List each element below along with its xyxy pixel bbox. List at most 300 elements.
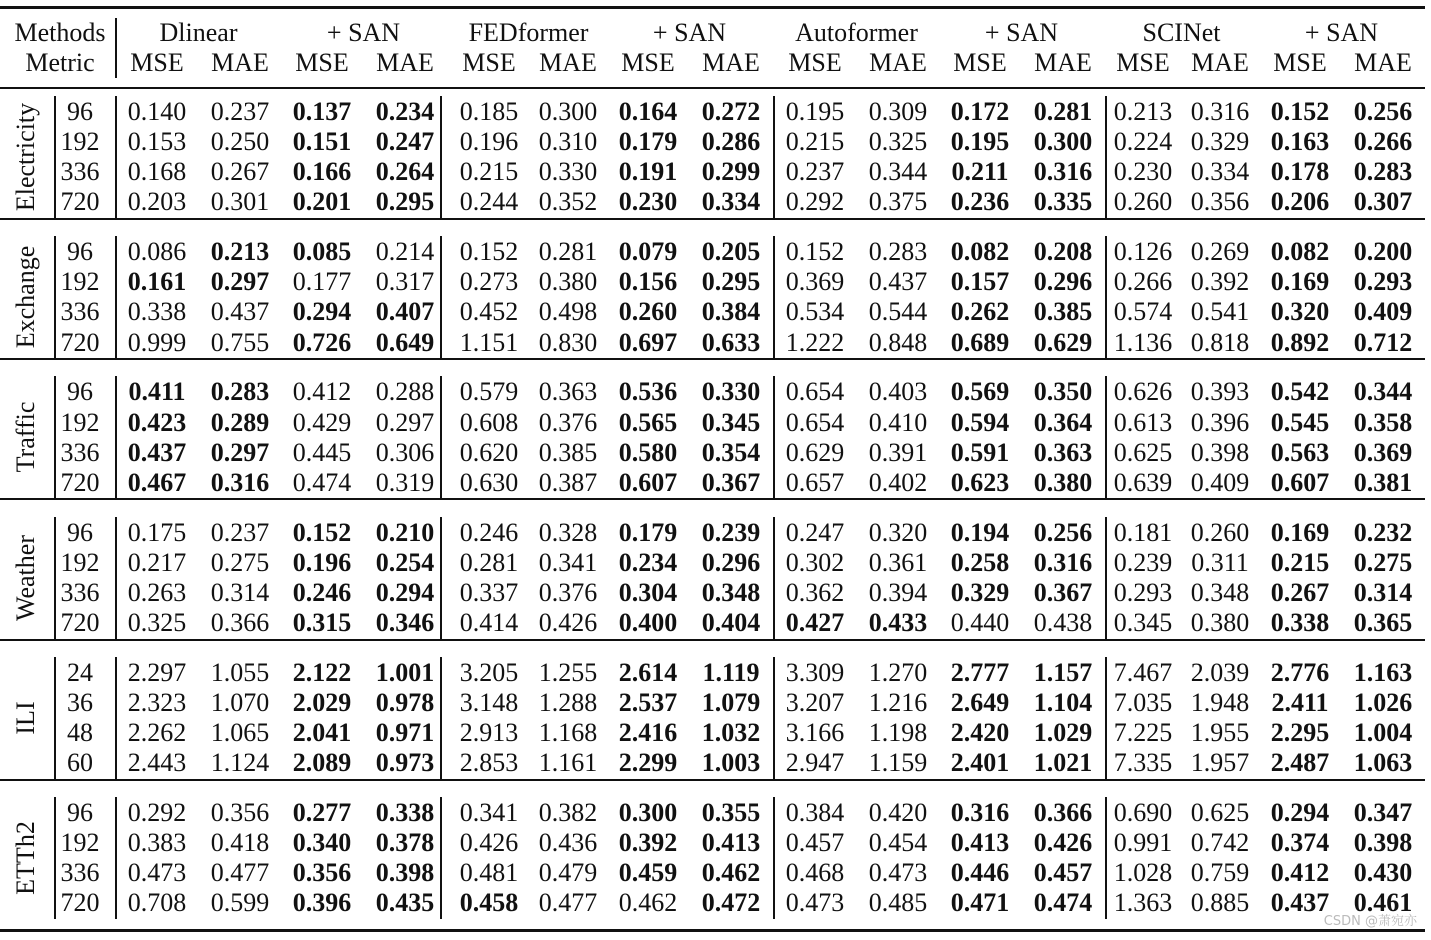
- value-cell: 0.314: [1353, 577, 1413, 607]
- value-cell: 0.629: [1033, 327, 1093, 357]
- value-cell: 0.361: [868, 547, 928, 577]
- value-cell: 0.296: [1033, 267, 1093, 297]
- value-cell: 0.474: [292, 467, 352, 497]
- value-cell: 1.255: [538, 657, 598, 687]
- value-cell: 2.420: [950, 718, 1010, 747]
- value-cell: 0.302: [785, 547, 845, 577]
- value-cell: 7.335: [1113, 748, 1173, 778]
- value-cell: 0.385: [538, 437, 598, 467]
- value-cell: 0.256: [1353, 97, 1413, 126]
- horizon-divider: [115, 96, 117, 218]
- value-cell: 0.426: [1033, 828, 1093, 858]
- value-cell: 0.367: [701, 467, 761, 497]
- value-cell: 0.295: [375, 187, 435, 217]
- horizon-cell: 720: [60, 327, 100, 357]
- value-cell: 0.297: [375, 407, 435, 437]
- value-cell: 0.341: [538, 547, 598, 577]
- value-cell: 0.384: [701, 297, 761, 327]
- value-cell: 0.175: [127, 517, 187, 547]
- value-cell: 2.122: [292, 657, 352, 687]
- value-cell: 0.317: [375, 267, 435, 297]
- value-cell: 0.292: [127, 798, 187, 827]
- value-cell: 0.215: [785, 127, 845, 157]
- value-cell: 0.973: [375, 748, 435, 778]
- value-cell: 0.275: [1353, 547, 1413, 577]
- value-cell: 0.689: [950, 327, 1010, 357]
- value-cell: 0.277: [292, 798, 352, 827]
- value-cell: 0.281: [1033, 97, 1093, 126]
- horizon-cell: 192: [60, 828, 100, 858]
- value-cell: 0.244: [459, 187, 519, 217]
- value-cell: 0.697: [618, 327, 678, 357]
- value-cell: 0.830: [538, 327, 598, 357]
- model-divider: [440, 797, 442, 919]
- value-cell: 0.232: [1353, 517, 1413, 547]
- value-cell: 0.623: [950, 467, 1010, 497]
- value-cell: 0.412: [1270, 858, 1330, 888]
- value-cell: 0.262: [950, 297, 1010, 327]
- value-cell: 0.334: [701, 187, 761, 217]
- method-name: SCINet: [1142, 18, 1221, 47]
- value-cell: 0.320: [1270, 297, 1330, 327]
- horizon-cell: 192: [60, 547, 100, 577]
- value-cell: 0.340: [292, 828, 352, 858]
- value-cell: 1.028: [1113, 858, 1173, 888]
- horizon-cell: 336: [60, 437, 100, 467]
- value-cell: 0.346: [375, 607, 435, 637]
- metric-header: Metric: [25, 48, 95, 77]
- value-cell: 0.166: [292, 157, 352, 187]
- dataset-label: Traffic: [11, 402, 40, 473]
- horizon-divider: [115, 657, 117, 779]
- group-rule: [0, 498, 1425, 500]
- dataset-label: Weather: [11, 534, 40, 621]
- value-cell: 0.237: [785, 157, 845, 187]
- value-cell: 0.153: [127, 127, 187, 157]
- model-divider: [773, 797, 775, 919]
- value-cell: 1.288: [538, 687, 598, 717]
- value-cell: 0.156: [618, 267, 678, 297]
- value-cell: 1.001: [375, 657, 435, 687]
- value-cell: 0.433: [868, 607, 928, 637]
- group-rule: [0, 639, 1425, 641]
- model-divider: [773, 517, 775, 639]
- value-cell: 0.234: [375, 97, 435, 126]
- value-cell: 0.362: [785, 577, 845, 607]
- dataset-divider: [54, 236, 56, 358]
- value-cell: 0.544: [868, 297, 928, 327]
- value-cell: 0.481: [459, 858, 519, 888]
- value-cell: 1.070: [210, 687, 270, 717]
- metric-label: MAE: [1191, 48, 1249, 77]
- value-cell: 0.498: [538, 297, 598, 327]
- horizon-divider: [115, 797, 117, 919]
- value-cell: 0.375: [868, 187, 928, 217]
- value-cell: 2.039: [1190, 657, 1250, 687]
- metric-label: MSE: [295, 48, 349, 77]
- value-cell: 0.347: [1353, 798, 1413, 827]
- value-cell: 0.079: [618, 237, 678, 267]
- value-cell: 7.035: [1113, 687, 1173, 717]
- value-cell: 1.216: [868, 687, 928, 717]
- value-cell: 0.293: [1353, 267, 1413, 297]
- value-cell: 0.286: [701, 127, 761, 157]
- value-cell: 0.599: [210, 888, 270, 918]
- value-cell: 0.569: [950, 377, 1010, 407]
- metric-label: MAE: [211, 48, 269, 77]
- value-cell: 0.283: [210, 377, 270, 407]
- value-cell: 0.246: [292, 577, 352, 607]
- value-cell: 1.065: [210, 718, 270, 747]
- value-cell: 1.136: [1113, 327, 1173, 357]
- value-cell: 0.329: [950, 577, 1010, 607]
- value-cell: 0.281: [538, 237, 598, 267]
- value-cell: 0.325: [127, 607, 187, 637]
- model-divider: [1105, 517, 1107, 639]
- value-cell: 0.542: [1270, 377, 1330, 407]
- value-cell: 0.462: [701, 858, 761, 888]
- value-cell: 0.630: [459, 467, 519, 497]
- value-cell: 0.152: [292, 517, 352, 547]
- value-cell: 0.267: [1270, 577, 1330, 607]
- model-divider: [440, 657, 442, 779]
- value-cell: 0.311: [1191, 547, 1249, 577]
- metric-label: MAE: [1034, 48, 1092, 77]
- value-cell: 0.654: [785, 407, 845, 437]
- value-cell: 0.468: [785, 858, 845, 888]
- value-cell: 0.626: [1113, 377, 1173, 407]
- value-cell: 1.079: [701, 687, 761, 717]
- value-cell: 0.445: [292, 437, 352, 467]
- model-divider: [1105, 236, 1107, 358]
- value-cell: 0.356: [210, 798, 270, 827]
- value-cell: 0.185: [459, 97, 519, 126]
- value-cell: 0.366: [1033, 798, 1093, 827]
- value-cell: 0.437: [868, 267, 928, 297]
- value-cell: 0.657: [785, 467, 845, 497]
- value-cell: 1.151: [459, 327, 519, 357]
- horizon-cell: 336: [60, 858, 100, 888]
- value-cell: 0.473: [785, 888, 845, 918]
- value-cell: 0.363: [538, 377, 598, 407]
- horizon-cell: 96: [67, 798, 93, 827]
- value-cell: 0.625: [1113, 437, 1173, 467]
- value-cell: 0.356: [292, 858, 352, 888]
- value-cell: 0.436: [538, 828, 598, 858]
- value-cell: 0.574: [1113, 297, 1173, 327]
- value-cell: 0.264: [375, 157, 435, 187]
- method-name: + SAN: [1304, 18, 1379, 47]
- value-cell: 0.608: [459, 407, 519, 437]
- value-cell: 0.300: [538, 97, 598, 126]
- value-cell: 1.163: [1353, 657, 1413, 687]
- value-cell: 0.295: [701, 267, 761, 297]
- value-cell: 0.283: [1353, 157, 1413, 187]
- value-cell: 0.392: [1190, 267, 1250, 297]
- value-cell: 0.471: [950, 888, 1010, 918]
- value-cell: 0.266: [1113, 267, 1173, 297]
- value-cell: 0.230: [618, 187, 678, 217]
- header-rule: [0, 87, 1425, 89]
- value-cell: 0.423: [127, 407, 187, 437]
- horizon-cell: 192: [60, 407, 100, 437]
- value-cell: 0.082: [1270, 237, 1330, 267]
- value-cell: 0.335: [1033, 187, 1093, 217]
- value-cell: 0.591: [950, 437, 1010, 467]
- model-divider: [1105, 797, 1107, 919]
- value-cell: 0.978: [375, 687, 435, 717]
- value-cell: 3.166: [785, 718, 845, 747]
- value-cell: 0.477: [538, 888, 598, 918]
- value-cell: 0.380: [538, 267, 598, 297]
- metric-label: MAE: [376, 48, 434, 77]
- value-cell: 0.369: [785, 267, 845, 297]
- metric-label: MSE: [621, 48, 675, 77]
- value-cell: 0.338: [127, 297, 187, 327]
- value-cell: 0.454: [868, 828, 928, 858]
- value-cell: 0.407: [375, 297, 435, 327]
- value-cell: 0.181: [1113, 517, 1173, 547]
- value-cell: 0.435: [375, 888, 435, 918]
- value-cell: 0.393: [1190, 377, 1250, 407]
- value-cell: 0.613: [1113, 407, 1173, 437]
- value-cell: 1.948: [1190, 687, 1250, 717]
- value-cell: 0.247: [785, 517, 845, 547]
- value-cell: 0.348: [701, 577, 761, 607]
- horizon-cell: 96: [67, 97, 93, 126]
- value-cell: 0.607: [618, 467, 678, 497]
- value-cell: 0.446: [950, 858, 1010, 888]
- value-cell: 2.297: [127, 657, 187, 687]
- value-cell: 0.413: [950, 828, 1010, 858]
- value-cell: 0.708: [127, 888, 187, 918]
- value-cell: 1.957: [1190, 748, 1250, 778]
- value-cell: 0.426: [459, 828, 519, 858]
- value-cell: 2.913: [459, 718, 519, 747]
- value-cell: 0.426: [538, 607, 598, 637]
- model-divider: [440, 96, 442, 218]
- value-cell: 0.391: [868, 437, 928, 467]
- watermark: CSDN @萧宛亦: [1323, 914, 1417, 929]
- value-cell: 0.400: [618, 607, 678, 637]
- value-cell: 0.473: [868, 858, 928, 888]
- method-name: + SAN: [652, 18, 727, 47]
- value-cell: 0.194: [950, 517, 1010, 547]
- methods-header: Methods: [14, 18, 106, 47]
- value-cell: 0.152: [1270, 97, 1330, 126]
- horizon-cell: 36: [67, 687, 93, 717]
- value-cell: 1.955: [1190, 718, 1250, 747]
- value-cell: 0.477: [210, 858, 270, 888]
- value-cell: 1.157: [1033, 657, 1093, 687]
- group-rule: [0, 779, 1425, 781]
- value-cell: 0.267: [210, 157, 270, 187]
- value-cell: 0.330: [701, 377, 761, 407]
- value-cell: 0.316: [1033, 547, 1093, 577]
- horizon-cell: 336: [60, 157, 100, 187]
- value-cell: 0.309: [868, 97, 928, 126]
- value-cell: 0.467: [127, 467, 187, 497]
- value-cell: 2.041: [292, 718, 352, 747]
- value-cell: 0.273: [459, 267, 519, 297]
- value-cell: 0.316: [1033, 157, 1093, 187]
- value-cell: 0.398: [375, 858, 435, 888]
- value-cell: 2.649: [950, 687, 1010, 717]
- value-cell: 0.536: [618, 377, 678, 407]
- model-divider: [773, 96, 775, 218]
- value-cell: 0.329: [1190, 127, 1250, 157]
- value-cell: 0.348: [1190, 577, 1250, 607]
- value-cell: 0.169: [1270, 267, 1330, 297]
- horizon-cell: 192: [60, 267, 100, 297]
- value-cell: 0.239: [1113, 547, 1173, 577]
- value-cell: 0.338: [375, 798, 435, 827]
- value-cell: 2.299: [618, 748, 678, 778]
- value-cell: 0.168: [127, 157, 187, 187]
- dataset-divider: [54, 376, 56, 498]
- value-cell: 1.003: [701, 748, 761, 778]
- value-cell: 0.473: [127, 858, 187, 888]
- value-cell: 2.853: [459, 748, 519, 778]
- value-cell: 0.179: [618, 517, 678, 547]
- method-name: + SAN: [984, 18, 1059, 47]
- value-cell: 0.314: [210, 577, 270, 607]
- value-cell: 1.363: [1113, 888, 1173, 918]
- value-cell: 0.288: [375, 377, 435, 407]
- value-cell: 0.392: [618, 828, 678, 858]
- value-cell: 0.629: [785, 437, 845, 467]
- header-divider: [115, 18, 117, 78]
- model-divider: [440, 517, 442, 639]
- value-cell: 0.354: [701, 437, 761, 467]
- value-cell: 0.440: [950, 607, 1010, 637]
- value-cell: 1.021: [1033, 748, 1093, 778]
- value-cell: 0.413: [701, 828, 761, 858]
- value-cell: 2.537: [618, 687, 678, 717]
- value-cell: 0.137: [292, 97, 352, 126]
- metric-label: MSE: [1116, 48, 1170, 77]
- value-cell: 1.198: [868, 718, 928, 747]
- model-divider: [773, 376, 775, 498]
- bottom-rule: [0, 929, 1425, 932]
- value-cell: 0.892: [1270, 327, 1330, 357]
- value-cell: 0.200: [1353, 237, 1413, 267]
- value-cell: 1.063: [1353, 748, 1413, 778]
- model-divider: [1105, 657, 1107, 779]
- value-cell: 0.472: [701, 888, 761, 918]
- value-cell: 0.230: [1113, 157, 1173, 187]
- value-cell: 0.337: [459, 577, 519, 607]
- value-cell: 0.457: [1033, 858, 1093, 888]
- value-cell: 3.207: [785, 687, 845, 717]
- horizon-cell: 48: [67, 718, 93, 747]
- value-cell: 0.163: [1270, 127, 1330, 157]
- value-cell: 0.316: [210, 467, 270, 497]
- value-cell: 0.300: [1033, 127, 1093, 157]
- value-cell: 0.260: [1113, 187, 1173, 217]
- value-cell: 7.467: [1113, 657, 1173, 687]
- horizon-cell: 720: [60, 187, 100, 217]
- value-cell: 0.272: [701, 97, 761, 126]
- value-cell: 0.306: [375, 437, 435, 467]
- value-cell: 0.365: [1353, 607, 1413, 637]
- value-cell: 0.172: [950, 97, 1010, 126]
- value-cell: 0.654: [785, 377, 845, 407]
- top-rule: [0, 6, 1425, 9]
- value-cell: 0.755: [210, 327, 270, 357]
- value-cell: 0.545: [1270, 407, 1330, 437]
- method-name: FEDformer: [468, 18, 589, 47]
- value-cell: 0.307: [1353, 187, 1413, 217]
- value-cell: 0.196: [459, 127, 519, 157]
- value-cell: 0.633: [701, 327, 761, 357]
- value-cell: 0.991: [1113, 828, 1173, 858]
- value-cell: 0.319: [375, 467, 435, 497]
- value-cell: 0.263: [127, 577, 187, 607]
- dataset-label: Exchange: [11, 245, 40, 349]
- value-cell: 2.443: [127, 748, 187, 778]
- value-cell: 0.999: [127, 327, 187, 357]
- value-cell: 0.345: [1113, 607, 1173, 637]
- value-cell: 0.315: [292, 607, 352, 637]
- value-cell: 1.032: [701, 718, 761, 747]
- horizon-cell: 336: [60, 577, 100, 607]
- value-cell: 0.161: [127, 267, 187, 297]
- value-cell: 0.341: [459, 798, 519, 827]
- value-cell: 0.169: [1270, 517, 1330, 547]
- value-cell: 0.281: [459, 547, 519, 577]
- group-rule: [0, 218, 1425, 220]
- metric-label: MSE: [1273, 48, 1327, 77]
- value-cell: 0.462: [618, 888, 678, 918]
- value-cell: 0.369: [1353, 437, 1413, 467]
- value-cell: 0.320: [868, 517, 928, 547]
- value-cell: 0.330: [538, 157, 598, 187]
- value-cell: 0.236: [950, 187, 1010, 217]
- value-cell: 0.157: [950, 267, 1010, 297]
- value-cell: 0.234: [618, 547, 678, 577]
- horizon-cell: 192: [60, 127, 100, 157]
- value-cell: 2.614: [618, 657, 678, 687]
- value-cell: 0.380: [1033, 467, 1093, 497]
- value-cell: 0.356: [1190, 187, 1250, 217]
- value-cell: 0.563: [1270, 437, 1330, 467]
- method-name: Dlinear: [159, 18, 238, 47]
- value-cell: 0.398: [1353, 828, 1413, 858]
- value-cell: 0.427: [785, 607, 845, 637]
- value-cell: 0.380: [1190, 607, 1250, 637]
- value-cell: 0.301: [210, 187, 270, 217]
- value-cell: 0.818: [1190, 327, 1250, 357]
- value-cell: 0.266: [1353, 127, 1413, 157]
- value-cell: 0.396: [1190, 407, 1250, 437]
- value-cell: 0.085: [292, 237, 352, 267]
- value-cell: 0.237: [210, 97, 270, 126]
- value-cell: 2.947: [785, 748, 845, 778]
- value-cell: 2.089: [292, 748, 352, 778]
- metric-label: MAE: [1354, 48, 1412, 77]
- horizon-cell: 24: [67, 657, 93, 687]
- value-cell: 0.437: [210, 297, 270, 327]
- value-cell: 0.378: [375, 828, 435, 858]
- value-cell: 0.712: [1353, 327, 1413, 357]
- value-cell: 0.082: [950, 237, 1010, 267]
- value-cell: 0.381: [1353, 467, 1413, 497]
- value-cell: 0.452: [459, 297, 519, 327]
- value-cell: 0.239: [701, 517, 761, 547]
- value-cell: 1.119: [702, 657, 760, 687]
- value-cell: 0.215: [459, 157, 519, 187]
